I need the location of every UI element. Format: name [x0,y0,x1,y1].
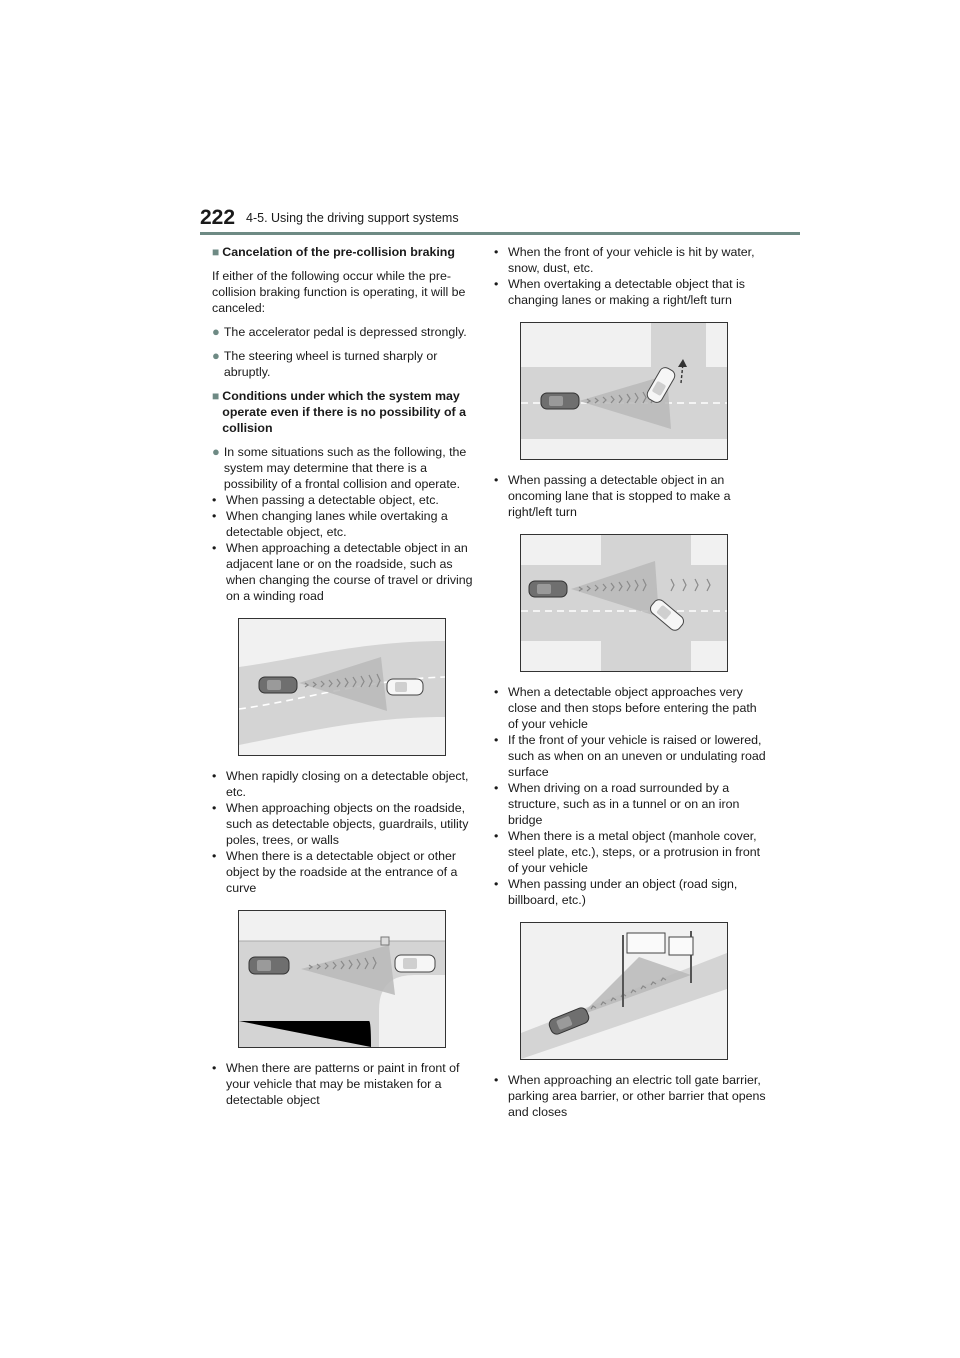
sub-item: • When approaching a detectable object in an adjacent lane or on the roadside, such as when changing the course of travel or driving on a winding road [212,541,473,603]
sub-item: • When there is a detectable object or other object by the roadside at the entrance of a curve [212,849,458,895]
bullet-item: ● The steering wheel is turned sharply or abruptly. [212,348,438,379]
heading-conditions: ■ Conditions under which the system may operate even if there is no possibility of a collision [212,389,466,435]
sub-item: • When there is a metal object (manhole cover, steel plate, etc.), steps, or a protrusion in front of your vehicle [494,829,761,875]
sub-item: • When passing a detectable object, etc. [212,493,439,507]
right-column [494,244,766,1120]
square-bullet-icon: ■ [212,389,220,403]
bullet-item: ● In some situations such as the following, the system may determine that there is a possibility of a frontal collision and operate. [212,444,467,491]
heading-cancelation: ■ Cancelation of the pre-collision braking [212,245,455,259]
sub-item: • When the front of your vehicle is hit by water, snow, dust, etc. [494,245,755,275]
illustration-winding-road [238,618,446,756]
page-number: 222 [200,206,236,229]
circle-bullet-icon: ● [212,348,220,363]
illustration-overtaking-turn [520,322,728,460]
illustration-overhead-sign [520,922,728,1060]
circle-bullet-icon: ● [212,324,220,339]
sub-item: • When approaching an electric toll gate barrier, parking area barrier, or other barrier that opens and closes [494,1073,766,1119]
sub-item: • If the front of your vehicle is raised or lowered, such as when on an uneven or undulating road surface [494,733,766,779]
sub-item: • When passing a detectable object in an oncoming lane that is stopped to make a right/left turn [494,473,731,519]
sub-item: • When rapidly closing on a detectable object, etc. [212,769,469,799]
sub-item: • When changing lanes while overtaking a detectable object, etc. [212,509,448,539]
sub-item: • When approaching objects on the roadside, such as detectable objects, guardrails, utility poles, trees, or walls [212,801,469,847]
sub-item: • When overtaking a detectable object that is changing lanes or making a right/left turn [494,277,745,307]
bullet-item: ● The accelerator pedal is depressed strongly. [212,324,467,339]
square-bullet-icon: ■ [212,245,220,259]
section-title: 4-5. Using the driving support systems [246,211,459,225]
sub-item: • When a detectable object approaches very close and then stops before entering the path of your vehicle [494,685,757,731]
illustration-curve-entrance [238,910,446,1048]
left-column [212,244,484,1108]
paragraph: If either of the following occur while the pre-collision braking function is operating, it will be canceled: [212,269,466,315]
sub-item: • When driving on a road surrounded by a structure, such as in a tunnel or on an iron bridge [494,781,740,827]
circle-bullet-icon: ● [212,444,220,459]
sub-item: • When there are patterns or paint in front of your vehicle that may be mistaken for a detectable object [212,1061,460,1107]
illustration-oncoming-turn [520,534,728,672]
sub-item: • When passing under an object (road sign, billboard, etc.) [494,877,738,907]
header-rule [200,232,800,235]
